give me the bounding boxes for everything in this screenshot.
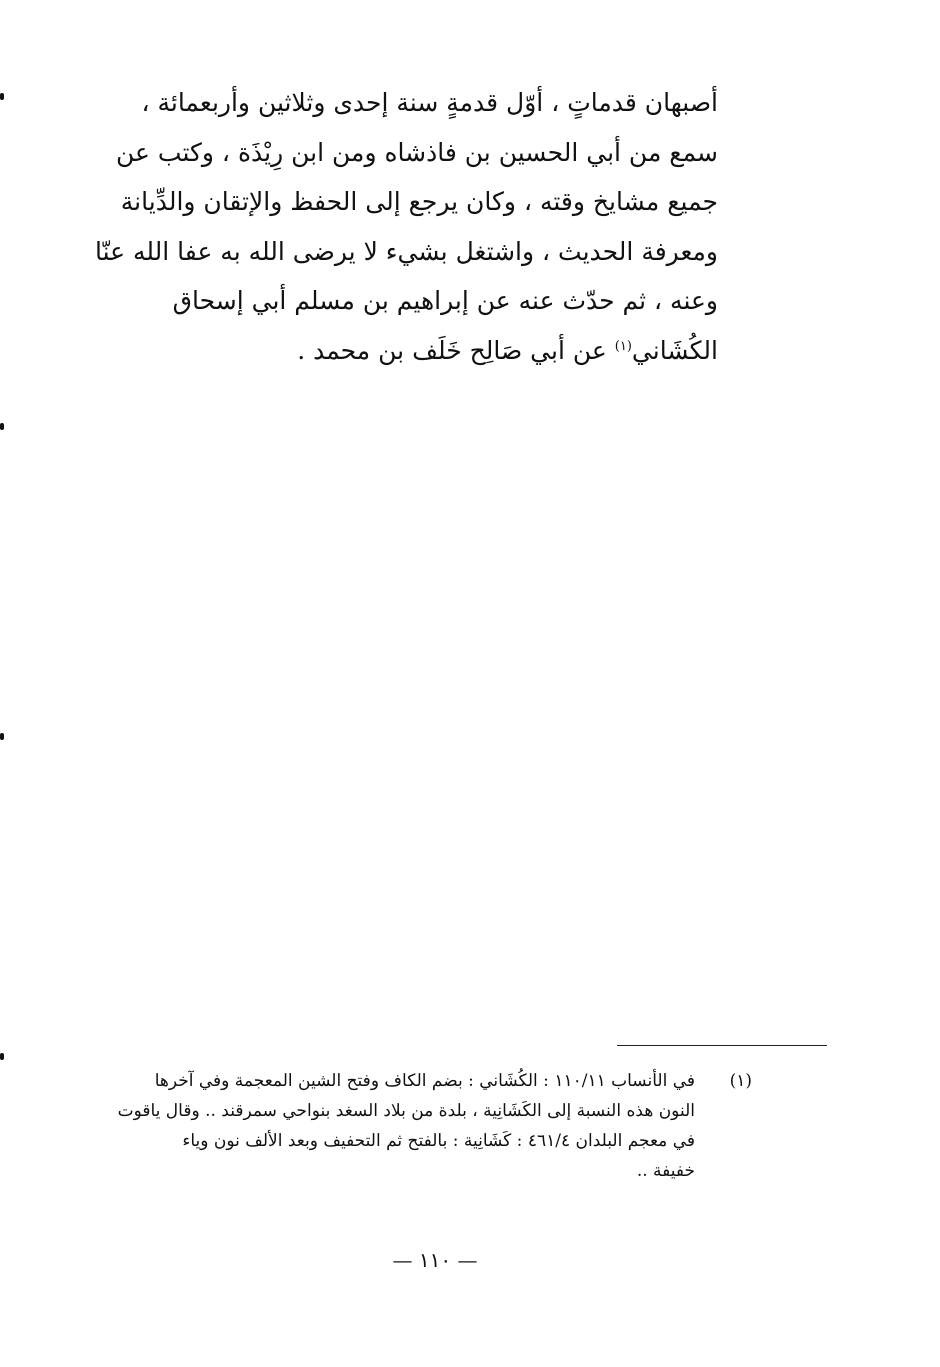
margin-mark bbox=[0, 1053, 4, 1060]
margin-mark bbox=[0, 93, 4, 100]
margin-mark bbox=[0, 423, 4, 430]
page-number: — ١١٠ — bbox=[392, 1248, 478, 1272]
text-line-last bbox=[120, 326, 718, 376]
footnote-reference: (١) bbox=[614, 338, 632, 354]
text-segment: عن أبي صَالِح خَلَف بن محمد . bbox=[297, 335, 615, 365]
footnote bbox=[80, 1066, 752, 1186]
margin-mark bbox=[0, 733, 4, 740]
footnote-line: في معجم البلدان ٤٦١/٤ : كَشَانِية : بالفتح ثم التحفيف وبعد الألف نون وياء bbox=[182, 1131, 695, 1151]
footnote-separator bbox=[617, 1045, 827, 1046]
footnote-line: خفيفة .. bbox=[636, 1161, 695, 1181]
footnote-line: النون هذه النسبة إلى الكَشَانِية ، بلدة من بلاد السغد بنواحي سمرقند .. وقال ياقوت bbox=[117, 1101, 695, 1121]
text-line: أصبهان قدماتٍ ، أوّل قدمةٍ سنة إحدى وثلاثين وأربعمائة ، bbox=[141, 88, 718, 117]
text-line: سمع من أبي الحسين بن فاذشاه ومن ابن رِيْذَة ، وكتب عن bbox=[116, 137, 718, 167]
text-line: وعنه ، ثم حدّث عنه عن إبراهيم بن مسلم أبي إسحاق bbox=[172, 286, 718, 315]
footnote-body bbox=[80, 1066, 695, 1186]
footnote-number: (١) bbox=[729, 1071, 752, 1091]
text-line: ومعرفة الحديث ، واشتغل بشيء لا يرضى الله به عفا الله عنّا bbox=[94, 236, 718, 266]
main-text bbox=[94, 78, 718, 375]
text-line: جميع مشايخ وقته ، وكان يرجع إلى الحفظ والإتقان والدِّيانة bbox=[120, 187, 718, 216]
text-segment: الكُشَاني bbox=[631, 335, 718, 365]
footnote-line: في الأنساب ١١٠/١١ : الكُشَاني : بضم الكاف وفتح الشين المعجمة وفي آخرها bbox=[154, 1071, 695, 1091]
